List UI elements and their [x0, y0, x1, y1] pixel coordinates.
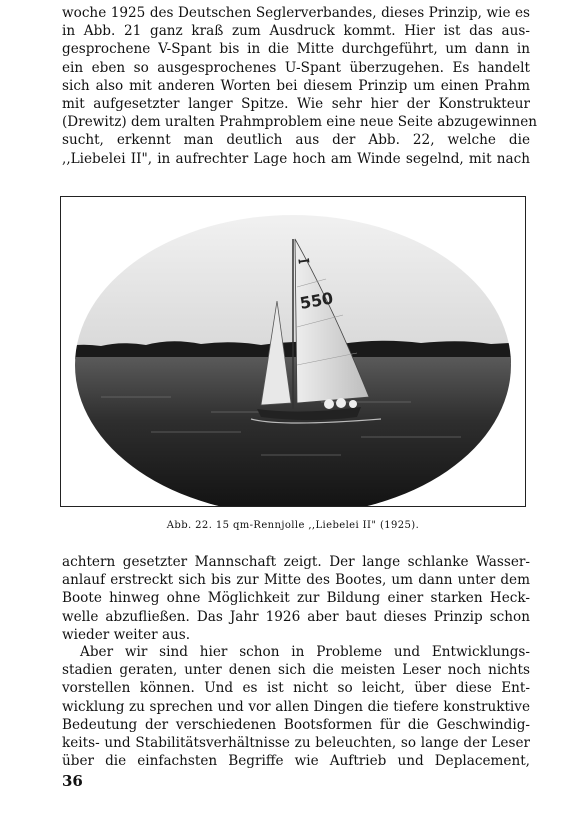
text-line: (Drewitz) dem uralten Prahmproblem eine neue Seite abzugewinnen — [62, 114, 538, 131]
figure-caption: Abb. 22. 15 qm-Rennjolle ,,Liebelei II" (1925). — [166, 520, 420, 531]
text-line: Aber wir sind hier schon in Probleme und Entwicklungs- — [80, 644, 530, 660]
sail-number: 550 — [298, 288, 335, 313]
body-paragraph-top — [62, 4, 538, 168]
text-line: woche 1925 des Deutschen Seglerverbandes, dieses Prinzip, wie es — [62, 5, 530, 21]
body-paragraph-new — [62, 643, 530, 770]
text-line: ein eben so ausgesprochenes U-Spant überzugehen. Es handelt — [62, 59, 530, 76]
sail-symbol: ꟷ — [297, 253, 311, 271]
text-line: anlauf erstreckt sich bis zur Mitte des Bootes, um dann unter dem — [62, 572, 530, 589]
figure-photo-frame — [60, 196, 526, 507]
text-line: welle abzufließen. Das Jahr 1926 aber baut dieses Prinzip schon — [62, 608, 530, 625]
text-line: Bedeutung der verschiedenen Bootsformen für die Geschwindig- — [62, 716, 530, 733]
text-line: Boote hinweg ohne Möglichkeit zur Bildung einer starken Heck- — [62, 590, 530, 607]
text-line: wieder weiter aus. — [62, 626, 191, 643]
text-line: ,,Liebelei II", in aufrechter Lage hoch am Winde segelnd, mit nach — [62, 150, 530, 167]
text-line: achtern gesetzter Mannschaft zeigt. Der lange schlanke Wasser- — [62, 554, 530, 570]
text-line: stadien geraten, unter denen sich die meisten Leser noch nichts — [62, 662, 530, 679]
text-line: in Abb. 21 ganz kraß zum Ausdruck kommt. Hier ist das aus- — [62, 23, 530, 40]
text-line: gesprochene V-Spant bis in die Mitte durchgeführt, um dann in — [62, 41, 530, 58]
text-line: mit aufgesetzter langer Spitze. Wie sehr hier der Konstrukteur — [62, 96, 530, 113]
body-paragraph-continued — [62, 553, 530, 644]
text-line: vorstellen können. Und es ist nicht so leicht, über diese Ent- — [62, 680, 530, 697]
text-line: sucht, erkennt man deutlich aus der Abb. 22, welche die — [62, 132, 530, 149]
text-line: wicklung zu sprechen und vor allen Dingen die tiefere konstruktive — [62, 698, 530, 715]
text-line: über die einfachsten Begriffe wie Auftrieb und Deplacement, — [62, 753, 530, 770]
text-line: keits- und Stabilitätsverhältnisse zu beleuchten, so lange der Leser — [62, 735, 530, 752]
page-number: 36 — [62, 772, 83, 790]
text-line: sich also mit anderen Worten bei diesem Prinzip um einen Prahm — [62, 77, 530, 94]
sailboat-photo — [61, 197, 525, 506]
